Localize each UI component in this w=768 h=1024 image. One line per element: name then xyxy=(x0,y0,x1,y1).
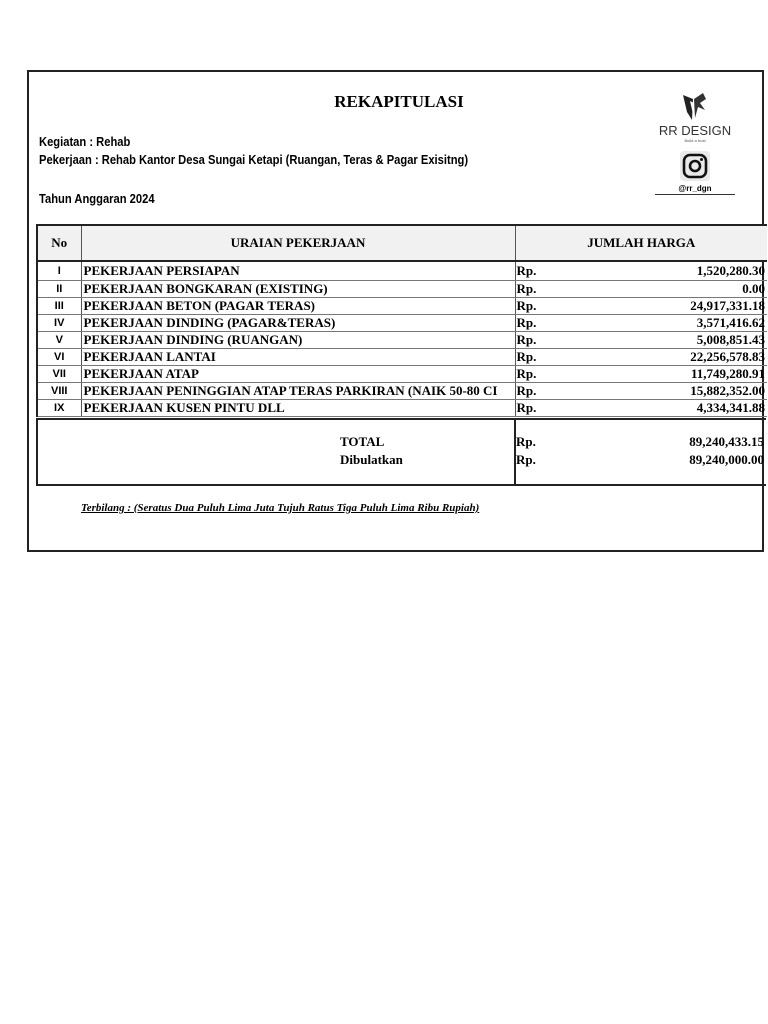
row-description: PEKERJAAN PERSIAPAN xyxy=(81,263,515,280)
row-description: PEKERJAAN DINDING (PAGAR&TERAS) xyxy=(81,314,515,331)
row-number: III xyxy=(37,297,81,314)
row-amount: 1,520,280.30 xyxy=(615,263,767,280)
table-row xyxy=(37,399,767,416)
row-number: II xyxy=(37,280,81,297)
table-row xyxy=(37,331,767,348)
header-jumlah: JUMLAH HARGA xyxy=(515,225,767,261)
pekerjaan-label: Pekerjaan : Rehab Kantor Desa Sungai Ketapi (Ruangan, Teras & Pagar Exisitng) xyxy=(39,152,469,167)
rounded-amount: 89,240,000.00 xyxy=(689,452,764,467)
row-amount: 22,256,578.83 xyxy=(615,348,767,365)
header-no: No xyxy=(37,225,81,261)
terbilang-text: Terbilang : (Seratus Dua Puluh Lima Juta Tujuh Ratus Tiga Puluh Lima Ribu Rupiah) xyxy=(81,502,480,514)
row-description: PEKERJAAN BETON (PAGAR TERAS) xyxy=(81,297,515,314)
table-row xyxy=(37,314,767,331)
row-currency: Rp. xyxy=(515,382,615,399)
row-currency: Rp. xyxy=(515,263,615,280)
row-amount: 0.00 xyxy=(615,280,767,297)
header-uraian: URAIAN PEKERJAAN xyxy=(81,225,515,261)
row-number: I xyxy=(37,263,81,280)
row-number: IV xyxy=(37,314,81,331)
row-amount: 5,008,851.43 xyxy=(615,331,767,348)
instagram-handle: @rr_dgn xyxy=(655,184,735,195)
row-description: PEKERJAAN PENINGGIAN ATAP TERAS PARKIRAN (NAIK 50-80 CI xyxy=(81,382,515,399)
table-row xyxy=(37,263,767,280)
rekap-table xyxy=(36,224,767,417)
rekap-sheet xyxy=(27,70,764,552)
table-row xyxy=(37,365,767,382)
row-description: PEKERJAAN DINDING (RUANGAN) xyxy=(81,331,515,348)
row-currency: Rp. xyxy=(515,280,615,297)
rounded-currency: Rp. xyxy=(516,452,536,467)
row-number: IX xyxy=(37,399,81,416)
total-amount: 89,240,433.15 xyxy=(689,434,764,449)
row-amount: 15,882,352.00 xyxy=(615,382,767,399)
row-number: V xyxy=(37,331,81,348)
row-currency: Rp. xyxy=(515,331,615,348)
table-row xyxy=(37,382,767,399)
row-currency: Rp. xyxy=(515,297,615,314)
logo-brand: RR DESIGN xyxy=(658,123,732,138)
page-title: REKAPITULASI xyxy=(334,92,464,111)
row-amount: 4,334,341.88 xyxy=(615,399,767,416)
row-description: PEKERJAAN BONGKARAN (EXISTING) xyxy=(81,280,515,297)
table-row xyxy=(37,297,767,314)
logo-tagline: Build a trust xyxy=(684,138,706,143)
row-currency: Rp. xyxy=(515,365,615,382)
table-row xyxy=(37,280,767,297)
row-description: PEKERJAAN ATAP xyxy=(81,365,515,382)
row-currency: Rp. xyxy=(515,399,615,416)
rr-design-logo-icon xyxy=(680,90,710,122)
total-currency: Rp. xyxy=(516,434,536,449)
row-amount: 3,571,416.62 xyxy=(615,314,767,331)
instagram-icon xyxy=(680,151,710,181)
table-row xyxy=(37,348,767,365)
row-number: VII xyxy=(37,365,81,382)
kegiatan-label: Kegiatan : Rehab xyxy=(39,134,131,149)
row-number: VI xyxy=(37,348,81,365)
row-currency: Rp. xyxy=(515,314,615,331)
row-description: PEKERJAAN LANTAI xyxy=(81,348,515,365)
row-currency: Rp. xyxy=(515,348,615,365)
totals-box xyxy=(36,418,766,486)
row-amount: 24,917,331.18 xyxy=(615,297,767,314)
rounded-label: Dibulatkan xyxy=(340,452,403,467)
row-number: VIII xyxy=(37,382,81,399)
row-description: PEKERJAAN KUSEN PINTU DLL xyxy=(81,399,515,416)
total-label: TOTAL xyxy=(340,434,385,449)
company-logo xyxy=(654,90,736,210)
row-amount: 11,749,280.91 xyxy=(615,365,767,382)
table-header xyxy=(37,225,767,261)
tahun-anggaran-label: Tahun Anggaran 2024 xyxy=(39,191,155,206)
